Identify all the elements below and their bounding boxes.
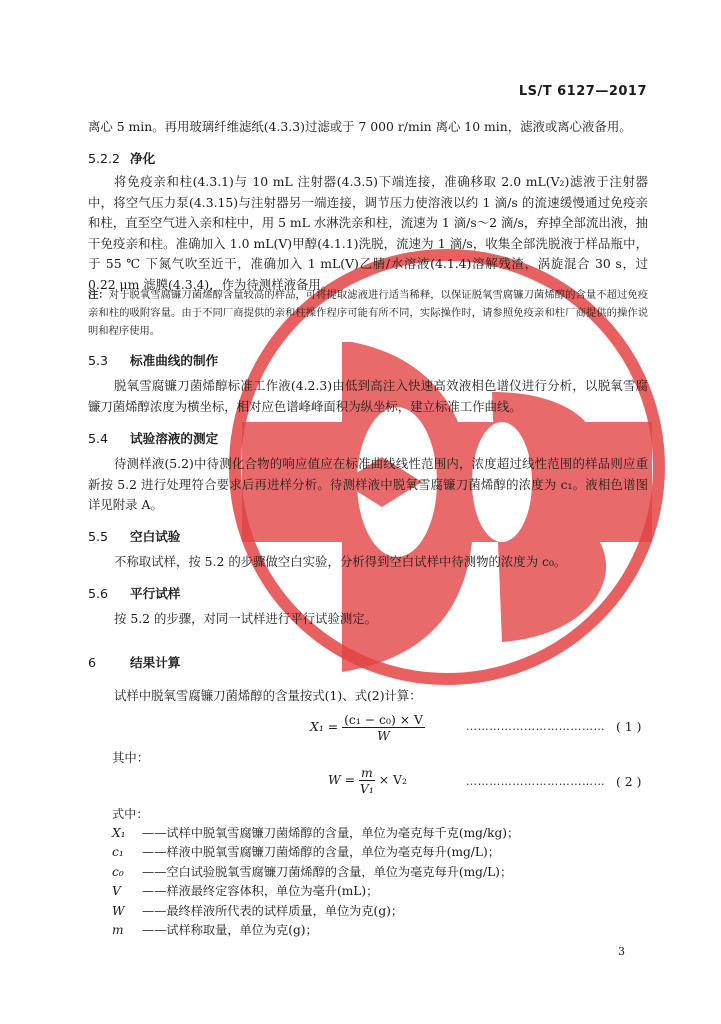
variable-symbol: V bbox=[112, 884, 121, 899]
variable-symbol: X₁ bbox=[112, 826, 126, 840]
section-title: 结果计算 bbox=[130, 655, 181, 670]
variable-row bbox=[112, 863, 519, 882]
note-label: 注： bbox=[88, 289, 109, 301]
eq2-denominator: V₁ bbox=[359, 781, 374, 796]
variable-row bbox=[112, 824, 519, 843]
variable-desc: ——试样中脱氧雪腐镰刀菌烯醇的含量，单位为毫克每千克(mg/kg)； bbox=[142, 826, 520, 840]
variable-row bbox=[112, 843, 519, 862]
section-number: 5.5 bbox=[88, 529, 109, 544]
blank-test-paragraph: 不称取试样，按 5.2 的步骤做空白实验，分析得到空白试样中待测物的浓度为 c₀。 bbox=[114, 554, 567, 569]
page-number: 3 bbox=[618, 945, 625, 958]
eq1-leader-dots: ……………………………… bbox=[466, 720, 606, 733]
variable-symbol: c₀ bbox=[112, 864, 124, 879]
section-title: 平行试样 bbox=[130, 586, 181, 601]
section-title: 试验溶液的测定 bbox=[130, 431, 219, 446]
section-title: 净化 bbox=[130, 151, 156, 166]
eq2-rhs: × V₂ bbox=[378, 772, 407, 787]
eq1-number: ( 1 ) bbox=[616, 719, 642, 734]
variable-desc: ——试样称取量，单位为克(g)； bbox=[142, 923, 318, 938]
note-block bbox=[88, 286, 648, 340]
section-heading-6 bbox=[88, 652, 180, 671]
eq1-fraction bbox=[342, 712, 425, 743]
variable-definitions bbox=[112, 824, 519, 940]
eq2-fraction bbox=[359, 765, 375, 796]
variable-desc: ——样液中脱氧雪腐镰刀菌烯醇的含量，单位为毫克每升(mg/L)； bbox=[142, 845, 500, 860]
section-title: 标准曲线的制作 bbox=[130, 353, 219, 368]
equation-1 bbox=[310, 712, 425, 743]
variable-symbol: W bbox=[112, 903, 125, 918]
eq1-lhs: X₁ = bbox=[310, 719, 339, 734]
purification-paragraph: 将免疫亲和柱(4.3.1)与 10 mL 注射器(4.3.5)下端连接，准确移取 2.0 mL(V₂)滤液于注射器中，将空气压力泵(4.3.15)与注射器另一端连接，调节压力使溶液以约 1 滴/s 的流速缓慢通过免疫亲和柱，直至空气进入亲和柱中，用 5 mL 水淋洗亲和柱，流速为 1 滴/s～2 滴/s，弃掉全部流出液，抽干免疫亲和柱。准确加入 1.0 mL(V)甲醇(4.1.1)洗脱，流速为 1 滴/s，收集全部洗脱液于样品瓶中，于 55 ℃ 下氮气吹至近干，准确加入 1 mL(V)乙腈/水溶液(4.1.4)溶解残渣，涡旋混合 30 s，过 0.22 μm 滤膜(4.3.4)，作为待测样液备用。 bbox=[88, 174, 648, 292]
section-number: 5.2.2 bbox=[88, 151, 121, 166]
section-heading-5-4 bbox=[88, 428, 218, 447]
section-title: 空白试验 bbox=[130, 529, 181, 544]
test-solution-paragraph: 待测样液(5.2)中待测化合物的响应值应在标准曲线线性范围内，浓度超过线性范围的样品则应重新按 5.2 进行处理符合要求后再进样分析。待测样液中脱氧雪腐镰刀菌烯醇的浓度为 c₁。液相色谱图详见附录 A。 bbox=[88, 456, 648, 513]
eq2-leader-dots: ……………………………… bbox=[466, 775, 606, 788]
equation-2 bbox=[328, 765, 407, 796]
eq2-lhs: W = bbox=[328, 772, 356, 787]
section-heading-5-2-2 bbox=[88, 148, 155, 167]
standard-curve-paragraph: 脱氧雪腐镰刀菌烯醇标准工作液(4.2.3)由低到高注入快速高效液相色谱仪进行分析，以脱氧雪腐镰刀菌烯醇浓度为横坐标，相对应色谱峰峰面积为纵坐标，建立标准工作曲线。 bbox=[88, 378, 648, 414]
variable-row bbox=[112, 902, 519, 921]
eq2-numerator: m bbox=[361, 765, 373, 780]
variable-desc: ——样液最终定容体积，单位为毫升(mL)； bbox=[142, 884, 379, 899]
variable-symbol: m bbox=[112, 923, 124, 938]
standard-code-header: LS/T 6127—2017 bbox=[518, 84, 647, 99]
eq1-denominator: W bbox=[377, 728, 390, 743]
variable-desc: ——最终样液所代表的试样质量，单位为克(g)； bbox=[142, 903, 404, 918]
eq2-number: ( 2 ) bbox=[616, 774, 642, 789]
calculation-intro: 试样中脱氧雪腐镰刀菌烯醇的含量按式(1)、式(2)计算： bbox=[114, 688, 422, 703]
where-label: 其中： bbox=[112, 750, 150, 765]
variable-row bbox=[112, 882, 519, 901]
eq1-numerator: (c₁ − c₀) × V bbox=[344, 712, 424, 727]
note-text: 对于脱氧雪腐镰刀菌烯醇含量较高的样品，可将提取滤液进行适当稀释，以保证脱氧雪腐镰刀菌烯醇的含量不超过免疫亲和柱的吸附容量。由于不同厂商提供的亲和柱操作程序可能有所不同，实际操作时，请参照免疫亲和柱厂商提供的操作说明和程序使用。 bbox=[88, 289, 649, 337]
continuation-paragraph: 离心 5 min。再用玻璃纤维滤纸(4.3.3)过滤或于 7 000 r/min 离心 10 min，滤液或离心液备用。 bbox=[88, 119, 632, 134]
section-heading-5-6 bbox=[88, 583, 180, 602]
parallel-test-paragraph: 按 5.2 的步骤，对同一试样进行平行试验测定。 bbox=[114, 611, 378, 626]
section-number: 6 bbox=[88, 655, 97, 670]
section-heading-5-3 bbox=[88, 350, 218, 369]
variables-intro: 式中： bbox=[112, 807, 149, 821]
variable-row bbox=[112, 921, 519, 940]
section-number: 5.4 bbox=[88, 431, 109, 446]
variable-desc: ——空白试验脱氧雪腐镰刀菌烯醇的含量，单位为毫克每升(mg/L)； bbox=[142, 864, 513, 879]
variable-symbol: c₁ bbox=[112, 845, 124, 860]
section-heading-5-5 bbox=[88, 526, 180, 545]
section-number: 5.6 bbox=[88, 586, 109, 601]
section-number: 5.3 bbox=[88, 353, 109, 368]
